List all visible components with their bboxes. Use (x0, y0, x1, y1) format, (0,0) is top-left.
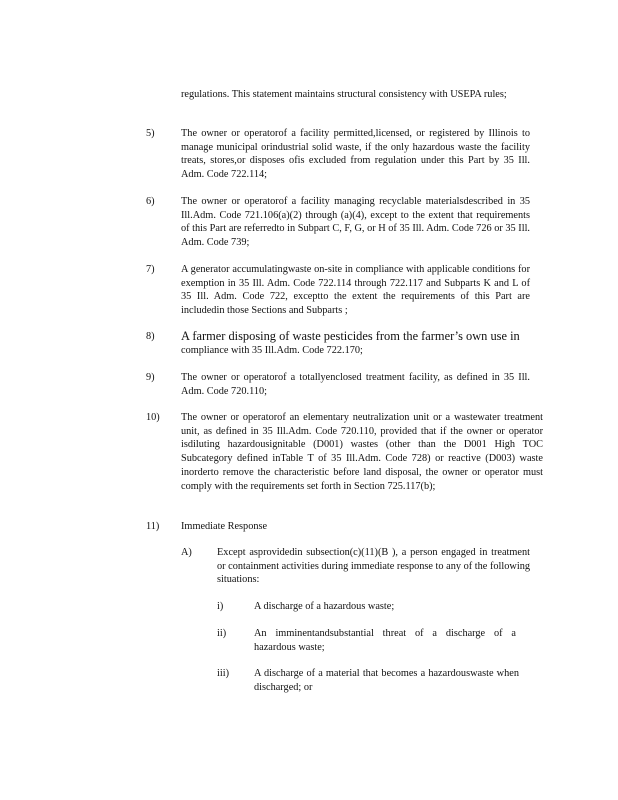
item-text: The owner or operatorof a facility permitted,licensed, or registered by Illinois to manage municipal orindustrial solid waste, if the only hazardous waste the facility treats, stores,or disposes ofis excluded from regulation under this Part by 35 Ill. Adm. Code 722.114; (181, 128, 530, 181)
item-number: 10) (146, 412, 160, 423)
item-number: 9) (146, 372, 155, 383)
intro-paragraph: regulations. This statement maintains structural consistency with USEPA rules; (181, 89, 507, 100)
item-text: A generator accumulatingwaste on-site in compliance with applicable conditions for exemption in 35 Ill. Adm. Code 722.114 through 722.117 and Subparts K and L of 35 Ill. Adm. Code 722, exceptto the extent the requirements of this Part are includedin those Sections and Subparts ; (181, 264, 530, 317)
subsubitem-number: ii) (217, 628, 227, 639)
item-number: 8) (146, 331, 155, 342)
item-number: 7) (146, 264, 155, 275)
subsubitem-text: A discharge of a material that becomes a hazardouswaste when discharged; or (254, 668, 519, 693)
subsubitem-number: i) (217, 601, 224, 612)
subsubitem-number: iii) (217, 668, 230, 679)
item-text: The owner or operatorof an elementary neutralization unit or a wastewater treatment unit, as defined in 35 Ill.Adm. Code 720.110, provided that if the owner or operator isdiluting hazardousignitable (D001) wastes (other than the D001 High TOC Subcategory defined inTable T of 35 Ill.Adm. Code 728) or reactive (D003) waste inorderto remove the characteristic before land disposal, the owner or operator must comply with the requirements set forth in Section 725.117(b); (181, 412, 543, 492)
item-number: 5) (146, 128, 155, 139)
subitem-text: Except asprovidedin subsection(c)(11)(B ), a person engaged in treatment or containment activities during immediate response to any of the following situations: (217, 547, 530, 586)
item-text-large: A farmer disposing of waste pesticides from the farmer’s own use in (181, 329, 520, 343)
item-text: The owner or operatorof a facility managing recyclable materialsdescribed in 35 Ill.Adm. Code 721.106(a)(2) through (a)(4), except to the extent that requirements of this Part are referredto in Subpart C, F, G, or H of 35 Ill. Adm. Code 726 or 35 Ill. Adm. Code 739; (181, 196, 530, 249)
item-number: 6) (146, 196, 155, 207)
item-text: The owner or operatorof a totallyenclosed treatment facility, as defined in 35 Ill. Adm. Code 720.110; (181, 372, 530, 397)
subsubitem-text: A discharge of a hazardous waste; (254, 601, 395, 612)
subsubitem-text: An imminentandsubstantial threat of a discharge of a hazardous waste; (254, 628, 516, 653)
item-heading: Immediate Response (181, 521, 268, 532)
item-text: compliance with 35 Ill.Adm. Code 722.170; (181, 345, 363, 356)
item-number: 11) (146, 521, 160, 532)
subitem-number: A) (181, 547, 192, 558)
